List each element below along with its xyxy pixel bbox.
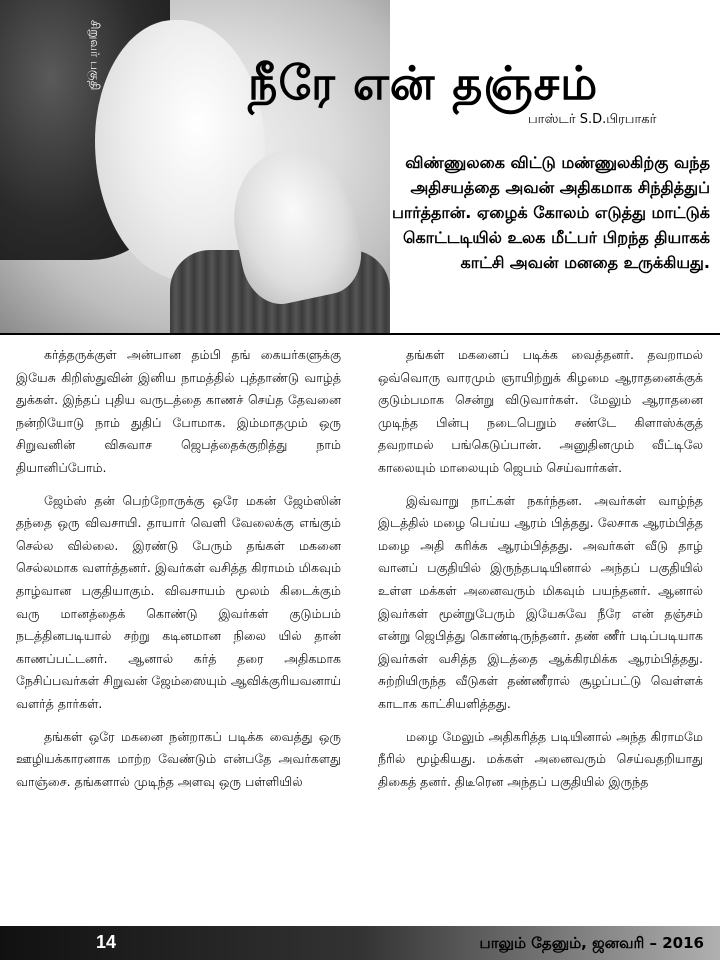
article-header (0, 0, 720, 333)
page-number: 14 (96, 932, 117, 952)
header-divider (0, 333, 720, 335)
text-column-left (16, 344, 341, 803)
page-footer (0, 926, 720, 960)
article-title: நீரே என் தஞ்சம் (248, 56, 599, 110)
intro-paragraph: விண்ணுலகை விட்டு மண்ணுலகிற்கு வந்த அதிசயத்தை அவன் அதிகமாக சிந்தித்துப் பார்த்தான். ஏழைக் கோலம் எடுத்து மாட்டுக் கொட்டடியில் உலக மீட்பர் பிறந்த தியாகக் காட்சி அவன் மனதை உருக்கியது. (391, 153, 710, 272)
section-label: சிறுவர் பகுதி (88, 20, 102, 91)
praying-child-photo (0, 0, 390, 333)
paragraph: மழை மேலும் அதிகரித்த படியினால் அந்த கிராமமே நீரில் மூழ்கியது. மக்கள் அனைவரும் செய்வதறியாது திகைத் தனர். திடீரென அந்தப் பகுதியில் இருந்த (378, 728, 703, 789)
paragraph: ஜேம்ஸ் தன் பெற்றோருக்கு ஒரே மகன் ஜேம்ஸின் தந்தை ஒரு விவசாயி. தாயார் வெளி வேலைக்கு எங்கும் செல்ல வில்லை. இரண்டு பேரும் தங்கள் மகனை செல்லமாக வளர்த்தனர். இவர்கள் வசித்த கிராமம் மிகவும் தாழ்வான பகுதியாகும். விவசாயம் மூலம் கிடைக்கும் வரு மானத்தைக் கொண்டு இவர்கள் குடும்பம் நடத்தினபடியால் சற்று கடினமான நிலை யில் தான் காணப்பட்டனர். ஆனால் கர்த் தரை அதிகமாக நேசிப்பவர்கள் சிறுவன் ஜேம்ஸையும் ஆவிக்குரியவனாய் வளர்த் தார்கள். (16, 492, 341, 711)
paragraph: இவ்வாறு நாட்கள் நகர்ந்தன. அவர்கள் வாழ்ந்த இடத்தில் மழை பெய்ய ஆரம் பித்தது. லேசாக ஆரம்பித்த மழை அதி கரிக்க ஆரம்பித்தது. அவர்கள் வீடு தாழ் வானப் பகுதியில் இருந்தபடியினால் அந்தப் பகுதியில் உள்ள மக்கள் அனைவரும் மிகவும் பயந்தனர். ஆனால் இவர்கள் மூன்றுபேரும் இயேசுவே நீரே என் தஞ்சம் என்று ஜெபித்து கொண்டிருந்தனர். தண் ணீர் படிப்படியாக இவர்கள் வசித்த இடத்தை ஆக்கிரமிக்க ஆரம்பித்தது. சுற்றியிருந்த வீடுகள் தண்ணீரால் சூழப்பட்டு வெள்ளக் காடாக காட்சியளித்தது. (378, 492, 703, 711)
magazine-issue: பாலும் தேனும், ஜனவரி – 2016 (479, 934, 704, 952)
paragraph: கர்த்தருக்குள் அன்பான தம்பி தங் கையர்களுக்கு இயேசு கிறிஸ்துவின் இனிய நாமத்தில் புத்தாண்டு வாழ்த் துக்கள். இந்தப் புதிய வருடத்தை காணச் செய்த தேவனை நன்றியோடு நாம் துதிப் போமாக. இம்மாதமும் ஒரு சிறுவனின் விசுவாச ஜெபத்தைக்குறித்து நாம் தியானிப்போம். (16, 347, 341, 475)
paragraph: தங்கள் ஒரே மகனை நன்றாகப் படிக்க வைத்து ஒரு ஊழியக்காரனாக மாற்ற வேண்டும் என்பதே அவர்களது வாஞ்சை. தங்களால் முடிந்த அளவு ஒரு பள்ளியில் (16, 728, 341, 789)
paragraph: தங்கள் மகனைப் படிக்க வைத்தனர். தவறாமல் ஒவ்வொரு வாரமும் ஞாயிற்றுக் கிழமை ஆராதனைக்குக் குடும்பமாக சென்று விடுவார்கள். மேலும் ஆராதனை முடிந்த பின்பு நடைபெறும் சண்டே கிளாஸ்க்குத் தவறாமல் பங்கெடுப்பான். அனுதினமும் வீட்டிலே காலையும் மாலையும் ஜெபம் செய்வார்கள். (378, 347, 703, 475)
author-byline: பாஸ்டர் S.D.பிரபாகர் (528, 112, 657, 127)
text-column-right (378, 344, 703, 803)
